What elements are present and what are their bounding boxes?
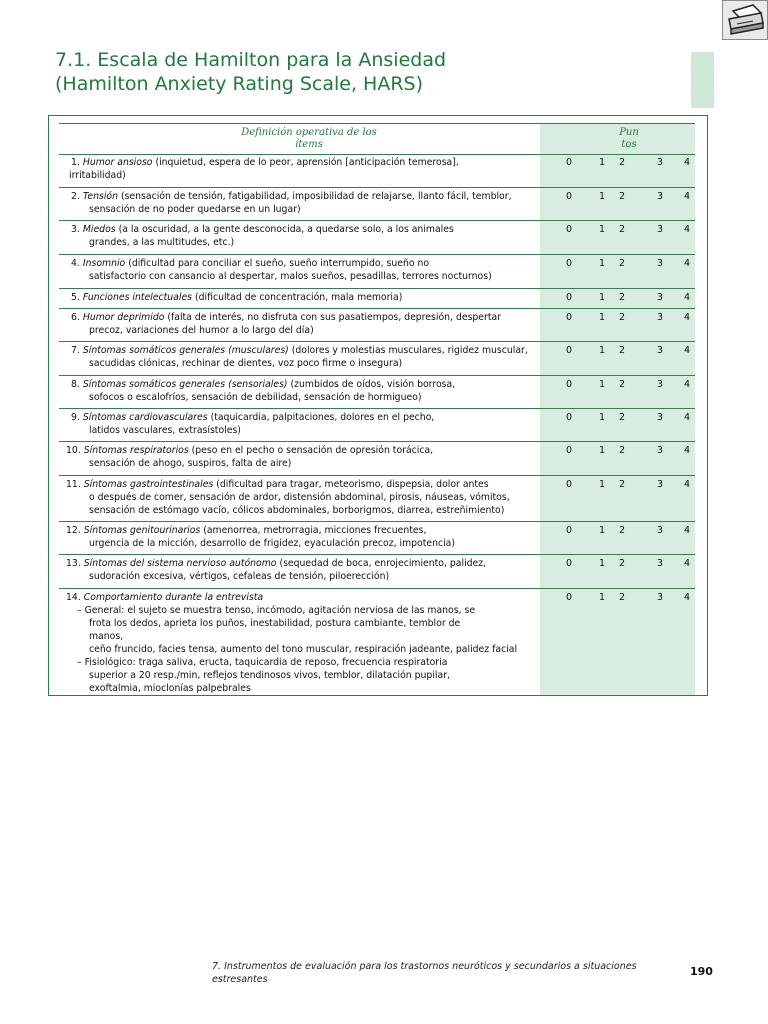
item-line: sensación de no poder quedarse en un lugar) xyxy=(89,204,301,215)
item-line: irritabilidad) xyxy=(69,170,126,181)
table-row xyxy=(59,254,695,289)
item-definition xyxy=(71,378,541,404)
item-definition xyxy=(71,311,541,337)
item-line: latidos vasculares, extrasístoles) xyxy=(89,425,241,436)
table-row xyxy=(59,588,695,696)
page-number: 190 xyxy=(690,965,713,978)
score-option[interactable]: 4 xyxy=(684,292,691,303)
score-option[interactable]: 2 xyxy=(619,558,626,569)
score-options[interactable] xyxy=(550,190,705,204)
item-name: Humor ansioso xyxy=(82,157,153,168)
score-option[interactable]: 4 xyxy=(684,224,691,235)
footer-chapter xyxy=(212,960,642,986)
item-description: (taquicardia, palpitaciones, dolores en el pecho, xyxy=(207,412,435,423)
score-option[interactable]: 1 xyxy=(599,191,606,202)
item-description: (dificultad para tragar, meteorismo, dispepsia, dolor antes xyxy=(213,479,489,490)
item-line: grandes, a las multitudes, etc.) xyxy=(89,237,235,248)
score-option[interactable]: 3 xyxy=(657,224,664,235)
table-row xyxy=(59,554,695,589)
score-option[interactable]: 3 xyxy=(657,379,664,390)
item-definition xyxy=(66,557,541,583)
item-line xyxy=(71,257,541,270)
score-option[interactable]: 0 xyxy=(566,479,573,490)
score-options[interactable] xyxy=(550,291,705,305)
score-options[interactable] xyxy=(550,557,705,571)
score-option[interactable]: 2 xyxy=(619,312,626,323)
score-option[interactable]: 0 xyxy=(566,525,573,536)
item-line: ceño fruncido, facies tensa, aumento del tono muscular, respiración jadeante, palidez facial xyxy=(89,644,518,655)
item-name: Síntomas gastrointestinales xyxy=(83,479,214,490)
score-option[interactable]: 3 xyxy=(657,258,664,269)
table-row xyxy=(59,288,695,309)
page-title xyxy=(55,48,446,96)
item-name: Síntomas respiratorios xyxy=(83,445,189,456)
score-option[interactable]: 0 xyxy=(566,312,573,323)
item-name: Síntomas somáticos generales (musculares) xyxy=(82,345,289,356)
item-line xyxy=(71,411,541,424)
score-options[interactable] xyxy=(550,156,705,170)
item-number: 13. xyxy=(66,558,81,569)
score-option[interactable]: 3 xyxy=(657,525,664,536)
header-definition-line-1: Definición operativa de los xyxy=(241,127,377,138)
item-name: Síntomas cardiovasculares xyxy=(82,412,208,423)
score-options[interactable] xyxy=(550,411,705,425)
item-description: (dolores y molestias musculares, rigidez muscular, xyxy=(288,345,528,356)
score-option[interactable]: 1 xyxy=(599,525,606,536)
score-option[interactable]: 0 xyxy=(566,292,573,303)
item-name: Miedos xyxy=(82,224,116,235)
item-line: sudoración excesiva, vértigos, cefaleas de tensión, piloerección) xyxy=(89,571,390,582)
score-option[interactable]: 1 xyxy=(599,157,606,168)
score-option[interactable]: 0 xyxy=(566,157,573,168)
item-line: – Fisiológico: traga saliva, eructa, taquicardia de reposo, frecuencia respiratoria xyxy=(77,657,448,668)
table-row xyxy=(59,375,695,409)
table-row xyxy=(59,441,695,476)
item-line xyxy=(71,190,541,203)
item-description: (a la oscuridad, a la gente desconocida, a quedarse solo, a los animales xyxy=(115,224,454,235)
item-number: 2. xyxy=(71,191,80,202)
score-option[interactable]: 2 xyxy=(619,292,626,303)
score-option[interactable]: 0 xyxy=(566,558,573,569)
item-line xyxy=(71,344,541,357)
item-number: 14. xyxy=(66,592,81,603)
item-name: Comportamiento durante la entrevista xyxy=(83,592,264,603)
table-row xyxy=(59,220,695,255)
score-option[interactable]: 0 xyxy=(566,191,573,202)
item-definition xyxy=(71,156,541,182)
score-options[interactable] xyxy=(550,591,705,605)
score-option[interactable]: 0 xyxy=(566,412,573,423)
score-option[interactable]: 4 xyxy=(684,157,691,168)
table-row xyxy=(59,187,695,221)
item-description: (dificultad para conciliar el sueño, sueño interrumpido, sueño no xyxy=(125,258,430,269)
score-option[interactable]: 4 xyxy=(684,345,691,356)
item-line xyxy=(71,311,541,324)
score-option[interactable]: 0 xyxy=(566,224,573,235)
score-option[interactable]: 2 xyxy=(619,191,626,202)
score-options[interactable] xyxy=(550,478,705,492)
item-line xyxy=(71,378,541,391)
score-option[interactable]: 3 xyxy=(657,445,664,456)
item-line: sensación de ahogo, suspiros, falta de aire) xyxy=(89,458,292,469)
score-option[interactable]: 1 xyxy=(599,258,606,269)
score-option[interactable]: 4 xyxy=(684,479,691,490)
item-definition xyxy=(66,524,541,550)
score-options[interactable] xyxy=(550,257,705,271)
item-description: (inquietud, espera de lo peor, aprensión [anticipación temerosa], xyxy=(152,157,459,168)
score-option[interactable]: 3 xyxy=(657,412,664,423)
section-marker xyxy=(691,52,714,108)
item-number: 4. xyxy=(71,258,80,269)
score-option[interactable]: 3 xyxy=(657,558,664,569)
score-option[interactable]: 3 xyxy=(657,312,664,323)
score-option[interactable]: 1 xyxy=(599,379,606,390)
item-number: 11. xyxy=(66,479,81,490)
item-number: 12. xyxy=(66,525,81,536)
score-option[interactable]: 1 xyxy=(599,479,606,490)
score-option[interactable]: 2 xyxy=(619,157,626,168)
item-description: (dificultad de concentración, mala memoria) xyxy=(192,292,403,303)
score-option[interactable]: 3 xyxy=(657,592,664,603)
item-definition xyxy=(66,478,541,517)
score-option[interactable]: 3 xyxy=(657,157,664,168)
table-row xyxy=(59,308,695,342)
score-option[interactable]: 1 xyxy=(599,412,606,423)
header-definition xyxy=(229,127,389,151)
item-number: 3. xyxy=(71,224,80,235)
score-option[interactable]: 2 xyxy=(619,224,626,235)
score-option[interactable]: 1 xyxy=(599,592,606,603)
item-number: 10. xyxy=(66,445,81,456)
score-option[interactable]: 0 xyxy=(566,445,573,456)
header-points xyxy=(607,127,651,151)
item-line: sensación de estómago vacío, cólicos abdominales, borborigmos, diarrea, estreñimiento) xyxy=(89,505,505,516)
footer-chapter-line-1: 7. Instrumentos de evaluación para los trastornos neuróticos y secundarios a situaciones xyxy=(212,961,637,972)
item-definition xyxy=(71,344,541,370)
item-line: exoftalmia, mioclonías palpebrales xyxy=(89,683,251,694)
item-line: sofocos o escalofríos, sensación de debilidad, sensación de hormigueo) xyxy=(89,392,422,403)
item-number: 1. xyxy=(71,157,80,168)
item-name: Insomnio xyxy=(82,258,126,269)
item-number: 6. xyxy=(71,312,80,323)
title-line-2: (Hamilton Anxiety Rating Scale, HARS) xyxy=(55,73,424,95)
header-points-line-1: Pun xyxy=(619,127,639,138)
score-option[interactable]: 3 xyxy=(657,479,664,490)
item-line: manos, xyxy=(89,631,124,642)
item-line xyxy=(66,444,541,457)
item-number: 7. xyxy=(71,345,80,356)
score-option[interactable]: 1 xyxy=(599,292,606,303)
item-definition xyxy=(71,223,541,249)
item-line: sacudidas clónicas, rechinar de dientes, voz poco firme o insegura) xyxy=(89,358,403,369)
item-description: (zumbidos de oídos, visión borrosa, xyxy=(287,379,456,390)
item-line xyxy=(71,223,541,236)
score-option[interactable]: 2 xyxy=(619,479,626,490)
score-option[interactable]: 0 xyxy=(566,592,573,603)
score-option[interactable]: 0 xyxy=(566,258,573,269)
score-options[interactable] xyxy=(550,311,705,325)
score-option[interactable]: 4 xyxy=(684,312,691,323)
item-definition xyxy=(71,257,541,283)
print-button[interactable] xyxy=(722,0,768,40)
item-line xyxy=(66,524,541,537)
item-name: Funciones intelectuales xyxy=(82,292,193,303)
item-description: (sensación de tensión, fatigabilidad, imposibilidad de relajarse, llanto fácil, temblor, xyxy=(118,191,512,202)
table-row xyxy=(59,341,695,376)
printer-icon xyxy=(723,1,767,39)
item-line xyxy=(66,478,541,491)
title-line-1: 7.1. Escala de Hamilton para la Ansiedad xyxy=(55,49,447,71)
score-option[interactable]: 3 xyxy=(657,191,664,202)
item-line xyxy=(71,156,541,169)
item-name: Humor deprimido xyxy=(82,312,165,323)
score-option[interactable]: 0 xyxy=(566,345,573,356)
item-line xyxy=(66,591,541,604)
item-description: (amenorrea, metrorragia, micciones frecuentes, xyxy=(200,525,427,536)
item-line: – General: el sujeto se muestra tenso, incómodo, agitación nerviosa de las manos, se xyxy=(77,605,476,616)
score-option[interactable]: 0 xyxy=(566,379,573,390)
score-option[interactable]: 1 xyxy=(599,312,606,323)
score-option[interactable]: 2 xyxy=(619,445,626,456)
score-option[interactable]: 4 xyxy=(684,412,691,423)
score-option[interactable]: 1 xyxy=(599,558,606,569)
item-line: o después de comer, sensación de ardor, distensión abdominal, pirosis, náuseas, vómitos, xyxy=(89,492,510,503)
item-number: 8. xyxy=(71,379,80,390)
item-name: Síntomas genitourinarios xyxy=(83,525,201,536)
score-option[interactable]: 3 xyxy=(657,292,664,303)
score-option[interactable]: 2 xyxy=(619,525,626,536)
score-option[interactable]: 4 xyxy=(684,525,691,536)
item-line: superior a 20 resp./min, reflejos tendinosos vivos, temblor, dilatación pupilar, xyxy=(89,670,450,681)
item-number: 9. xyxy=(71,412,80,423)
header-points-line-2: tos xyxy=(621,139,637,150)
score-option[interactable]: 4 xyxy=(684,592,691,603)
item-name: Síntomas del sistema nervioso autónomo xyxy=(83,558,277,569)
score-option[interactable]: 4 xyxy=(684,445,691,456)
table-row xyxy=(59,408,695,442)
score-option[interactable]: 2 xyxy=(619,379,626,390)
score-options[interactable] xyxy=(550,344,705,358)
item-line: precoz, variaciones del humor a lo largo del día) xyxy=(89,325,314,336)
item-definition xyxy=(71,411,541,437)
item-definition xyxy=(71,190,541,216)
item-line: frota los dedos, aprieta los puños, inestabilidad, postura cambiante, temblor de xyxy=(89,618,461,629)
item-name: Tensión xyxy=(82,191,118,202)
item-line xyxy=(71,291,541,304)
footer-chapter-line-2: estresantes xyxy=(212,974,268,985)
item-definition xyxy=(66,591,541,695)
score-option[interactable]: 4 xyxy=(684,191,691,202)
item-definition xyxy=(71,291,541,304)
score-option[interactable]: 2 xyxy=(619,412,626,423)
item-name: Síntomas somáticos generales (sensoriales) xyxy=(82,379,288,390)
score-option[interactable]: 3 xyxy=(657,345,664,356)
hars-table xyxy=(48,115,708,696)
item-line xyxy=(66,557,541,570)
table-row xyxy=(59,475,695,522)
score-option[interactable]: 4 xyxy=(684,258,691,269)
score-option[interactable]: 4 xyxy=(684,379,691,390)
item-description: (peso en el pecho o sensación de opresión torácica, xyxy=(188,445,434,456)
item-line: satisfactorio con cansancio al despertar, malos sueños, pesadillas, terrores nocturnos) xyxy=(89,271,492,282)
score-option[interactable]: 1 xyxy=(599,345,606,356)
item-description: (sequedad de boca, enrojecimiento, palidez, xyxy=(276,558,487,569)
item-description: (falta de interés, no disfruta con sus pasatiempos, depresión, despertar xyxy=(164,312,502,323)
header-definition-line-2: ítems xyxy=(295,139,323,150)
score-option[interactable]: 4 xyxy=(684,558,691,569)
score-option[interactable]: 2 xyxy=(619,345,626,356)
score-option[interactable]: 1 xyxy=(599,445,606,456)
score-options[interactable] xyxy=(550,223,705,237)
score-option[interactable]: 2 xyxy=(619,592,626,603)
score-options[interactable] xyxy=(550,378,705,392)
item-line: urgencia de la micción, desarrollo de frigidez, eyaculación precoz, impotencia) xyxy=(89,538,456,549)
item-number: 5. xyxy=(71,292,80,303)
score-option[interactable]: 1 xyxy=(599,224,606,235)
table-header xyxy=(59,123,695,155)
table-row xyxy=(59,153,695,188)
item-definition xyxy=(66,444,541,470)
score-option[interactable]: 2 xyxy=(619,258,626,269)
score-options[interactable] xyxy=(550,524,705,538)
score-options[interactable] xyxy=(550,444,705,458)
table-row xyxy=(59,521,695,555)
